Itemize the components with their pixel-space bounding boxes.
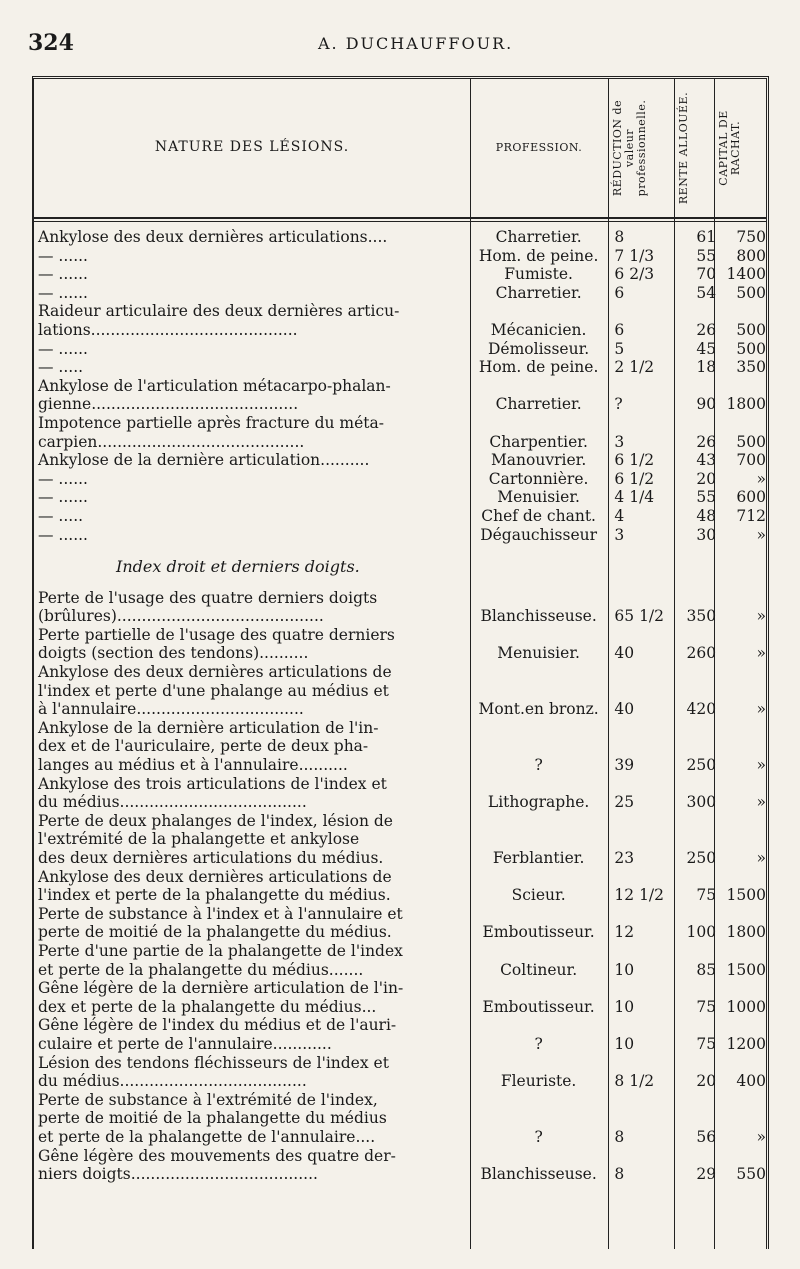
capital-cell: 1500 <box>726 886 766 905</box>
reduction-cell: 8 <box>614 1165 625 1184</box>
capital-cell: » <box>756 700 766 719</box>
table-row <box>36 1016 766 1053</box>
nature-cell: — ...... <box>38 283 88 302</box>
rente-cell: 29 <box>696 1165 717 1184</box>
rente-cell: 90 <box>696 395 717 414</box>
nature-cell: Perte de substance à l'extrémité de l'index, perte de moitié de la phalangette du médius et perte de la phalangette de l'annulaire.... <box>38 1090 387 1146</box>
rente-cell: 75 <box>696 1034 717 1053</box>
capital-cell: 1500 <box>726 960 766 979</box>
capital-cell: 700 <box>736 451 766 470</box>
column-header-reduction: RÉDUCTION de valeur professionnelle. <box>611 99 648 197</box>
profession-cell: Charpentier. <box>489 432 588 451</box>
profession-cell: Emboutisseur. <box>482 923 595 942</box>
nature-cell: Ankylose de l'articulation métacarpo-phalan- gienne.......................................... <box>38 376 391 414</box>
rente-cell: 20 <box>696 469 717 488</box>
table-row <box>36 488 766 507</box>
rente-cell: 30 <box>696 525 717 544</box>
nature-cell: Gêne légère de l'index du médius et de l'auri- culaire et perte de l'annulaire............ <box>38 1016 397 1053</box>
capital-cell: 400 <box>736 1072 766 1091</box>
nature-cell: Impotence partielle après fracture du méta- carpien.......................................... <box>38 413 385 451</box>
profession-cell: Ferblantier. <box>492 849 585 867</box>
nature-cell: Perte partielle de l'usage des quatre derniers doigts (section des tendons).......... <box>38 625 395 663</box>
nature-cell: Raideur articulaire des deux dernières articu- lations.......................................... <box>38 302 400 339</box>
nature-cell: Perte de deux phalanges de l'index, lésion de l'extrémité de la phalangette et ankylose des deux dernières articulations du médius. <box>38 811 393 867</box>
profession-cell: Hom. de peine. <box>478 358 599 377</box>
profession-cell: Dégauchisseur <box>480 525 598 544</box>
rente-cell: 420 <box>686 700 717 719</box>
table-row <box>36 626 766 663</box>
nature-cell: Gêne légère de la dernière articulation de l'in- dex et perte de la phalangette du médius... <box>38 979 404 1016</box>
reduction-cell: 3 <box>614 432 625 451</box>
section-title: Index droit et derniers doigts. <box>116 557 360 577</box>
table-row <box>36 228 766 247</box>
profession-cell: Hom. de peine. <box>478 246 599 265</box>
reduction-cell: 65 1/2 <box>614 607 665 626</box>
nature-cell: Lésion des tendons fléchisseurs de l'index et du médius...................................... <box>38 1053 389 1091</box>
table-row <box>36 812 766 868</box>
capital-cell: 350 <box>736 358 766 377</box>
capital-cell: 550 <box>736 1165 766 1184</box>
profession-cell: Fleuriste. <box>500 1072 577 1091</box>
profession-cell: Lithographe. <box>487 793 590 812</box>
reduction-cell: 8 <box>614 1127 625 1146</box>
table-row <box>36 247 766 266</box>
rente-cell: 75 <box>696 886 717 905</box>
rente-cell: 56 <box>696 1127 717 1146</box>
capital-cell: 500 <box>736 339 766 358</box>
rente-cell: 61 <box>696 228 717 246</box>
running-head <box>28 30 760 60</box>
capital-cell: 1000 <box>726 997 766 1016</box>
profession-cell: Manouvrier. <box>490 451 587 470</box>
rente-cell: 20 <box>696 1072 717 1091</box>
nature-cell: Ankylose des deux dernières articulations de l'index et perte de la phalangette du médius. <box>38 867 392 905</box>
profession-cell: Charretier. <box>495 395 582 414</box>
capital-cell: 500 <box>736 283 766 302</box>
capital-cell: » <box>756 849 766 867</box>
nature-cell: — ..... <box>38 358 84 377</box>
rente-cell: 250 <box>686 756 717 775</box>
rente-cell: 100 <box>686 923 717 942</box>
rente-cell: 55 <box>696 488 717 507</box>
reduction-cell: 6 1/2 <box>614 451 655 470</box>
rente-cell: 43 <box>696 451 717 470</box>
column-header-nature: NATURE DES LÉSIONS. <box>154 139 350 155</box>
reduction-cell: 7 1/3 <box>614 246 655 265</box>
capital-cell: » <box>756 644 766 663</box>
capital-cell: 500 <box>736 432 766 451</box>
reduction-cell: 5 <box>614 339 625 358</box>
rente-cell: 45 <box>696 339 717 358</box>
reduction-cell: 12 1/2 <box>614 886 665 905</box>
reduction-cell: 6 2/3 <box>614 265 655 284</box>
reduction-cell: 2 1/2 <box>614 358 655 377</box>
table-group-b <box>36 589 766 1184</box>
profession-cell: Blanchisseuse. <box>480 607 597 626</box>
capital-cell: 712 <box>736 506 766 525</box>
rente-cell: 26 <box>696 320 717 339</box>
table-row <box>36 284 766 303</box>
nature-cell: Ankylose de la dernière articulation de l'in- dex et de l'auriculaire, perte de deux pha- langes au médius et à l'annulaire.......... <box>38 718 379 775</box>
column-header-rente: RENTE ALLOUÉE. <box>677 91 690 205</box>
page-number: 324 <box>28 30 74 56</box>
capital-cell: 750 <box>736 228 766 246</box>
nature-cell: Gêne légère des mouvements des quatre der- niers doigts...................................... <box>38 1146 396 1184</box>
rente-cell: 85 <box>696 960 717 979</box>
rente-cell: 350 <box>686 607 717 626</box>
nature-cell: — ...... <box>38 265 88 284</box>
nature-cell: Perte de substance à l'index et à l'annulaire et perte de moitié de la phalangette du médius. <box>38 904 403 942</box>
nature-cell: Ankylose des trois articulations de l'index et du médius...................................... <box>38 774 387 812</box>
reduction-cell: 10 <box>614 960 635 979</box>
table-row <box>36 1054 766 1091</box>
table-row <box>36 526 766 545</box>
rente-cell: 48 <box>696 506 717 525</box>
reduction-cell: 6 <box>614 320 625 339</box>
reduction-cell: 39 <box>614 756 635 775</box>
capital-cell: 500 <box>736 320 766 339</box>
table-row <box>36 589 766 626</box>
reduction-cell: 8 1/2 <box>614 1072 655 1091</box>
profession-cell: Menuisier. <box>497 488 580 507</box>
profession-cell: Scieur. <box>511 886 566 905</box>
table-row <box>36 470 766 489</box>
nature-cell: Ankylose des deux dernières articulations.... <box>38 228 388 246</box>
nature-cell: — ...... <box>38 246 88 265</box>
table-row <box>36 265 766 284</box>
table-row <box>36 302 766 339</box>
capital-cell: 1400 <box>726 265 766 284</box>
table-row <box>36 414 766 451</box>
table-row <box>36 1147 766 1184</box>
table-row <box>36 507 766 526</box>
reduction-cell: 23 <box>614 849 635 867</box>
table-row <box>36 719 766 775</box>
reduction-cell: 4 1/4 <box>614 488 655 507</box>
profession-cell: Coltineur. <box>500 960 578 979</box>
reduction-cell: 40 <box>614 700 635 719</box>
reduction-cell: 6 1/2 <box>614 469 655 488</box>
table-row <box>36 942 766 979</box>
capital-cell: 1800 <box>726 395 766 414</box>
profession-cell: Chef de chant. <box>481 506 596 525</box>
nature-cell: — ..... <box>38 506 84 525</box>
reduction-cell: ? <box>614 395 623 414</box>
rente-cell: 300 <box>686 793 717 812</box>
reduction-cell: 40 <box>614 644 635 663</box>
capital-cell: 600 <box>736 488 766 507</box>
table-group-a <box>36 228 766 544</box>
table-row <box>36 1091 766 1147</box>
header-rule <box>34 221 766 222</box>
rente-cell: 26 <box>696 432 717 451</box>
reduction-cell: 4 <box>614 506 625 525</box>
table-row <box>36 868 766 905</box>
reduction-cell: 3 <box>614 525 625 544</box>
profession-cell: Charretier. <box>495 283 582 302</box>
column-header-profession: PROFESSION. <box>495 141 583 154</box>
author-header: A. DUCHAUFFOUR. <box>318 34 514 53</box>
reduction-cell: 6 <box>614 283 625 302</box>
rente-cell: 260 <box>686 644 717 663</box>
table-row <box>36 663 766 719</box>
profession-cell: Fumiste. <box>504 265 573 284</box>
rente-cell: 250 <box>686 849 717 867</box>
header-rule <box>34 217 766 219</box>
capital-cell: » <box>756 525 766 544</box>
capital-cell: » <box>756 756 766 775</box>
profession-cell: Démolisseur. <box>487 339 590 358</box>
capital-cell: 1200 <box>726 1034 766 1053</box>
profession-cell: Mont.en bronz. <box>478 700 599 719</box>
profession-cell: Mécanicien. <box>490 320 587 339</box>
nature-cell: Perte d'une partie de la phalangette de l'index et perte de la phalangette du médius....... <box>38 941 403 979</box>
profession-cell: Blanchisseuse. <box>480 1165 597 1184</box>
reduction-cell: 25 <box>614 793 635 812</box>
profession-cell: ? <box>534 1034 543 1053</box>
nature-cell: — ...... <box>38 488 88 507</box>
column-header-capital: CAPITAL DE RACHAT. <box>717 110 742 186</box>
table-row <box>36 377 766 414</box>
capital-cell: 1800 <box>726 923 766 942</box>
profession-cell: Charretier. <box>495 228 582 246</box>
rente-cell: 55 <box>696 246 717 265</box>
nature-cell: — ...... <box>38 469 88 488</box>
profession-cell: Emboutisseur. <box>482 997 595 1016</box>
capital-cell: » <box>756 1127 766 1146</box>
table-row <box>36 340 766 359</box>
profession-cell: ? <box>534 756 543 775</box>
nature-cell: — ...... <box>38 339 88 358</box>
table-row <box>36 979 766 1016</box>
table-row <box>36 451 766 470</box>
reduction-cell: 10 <box>614 1034 635 1053</box>
table-row <box>36 905 766 942</box>
capital-cell: » <box>756 469 766 488</box>
nature-cell: Ankylose de la dernière articulation.......... <box>38 451 370 470</box>
capital-cell: 800 <box>736 246 766 265</box>
rente-cell: 18 <box>696 358 717 377</box>
table-body <box>36 228 766 1184</box>
profession-cell: Cartonnière. <box>488 469 589 488</box>
profession-cell: ? <box>534 1127 543 1146</box>
reduction-cell: 10 <box>614 997 635 1016</box>
profession-cell: Menuisier. <box>497 644 580 663</box>
reduction-cell: 8 <box>614 228 625 246</box>
rente-cell: 54 <box>696 283 717 302</box>
nature-cell: Perte de l'usage des quatre derniers doigts (brûlures).......................................... <box>38 588 378 626</box>
rente-cell: 75 <box>696 997 717 1016</box>
table-row <box>36 358 766 377</box>
capital-cell: » <box>756 607 766 626</box>
nature-cell: Ankylose des deux dernières articulations de l'index et perte d'une phalange au médius et à l'annulaire.................................. <box>38 663 392 719</box>
table-row <box>36 775 766 812</box>
capital-cell: » <box>756 793 766 812</box>
nature-cell: — ...... <box>38 525 88 544</box>
rente-cell: 70 <box>696 265 717 284</box>
reduction-cell: 12 <box>614 923 635 942</box>
